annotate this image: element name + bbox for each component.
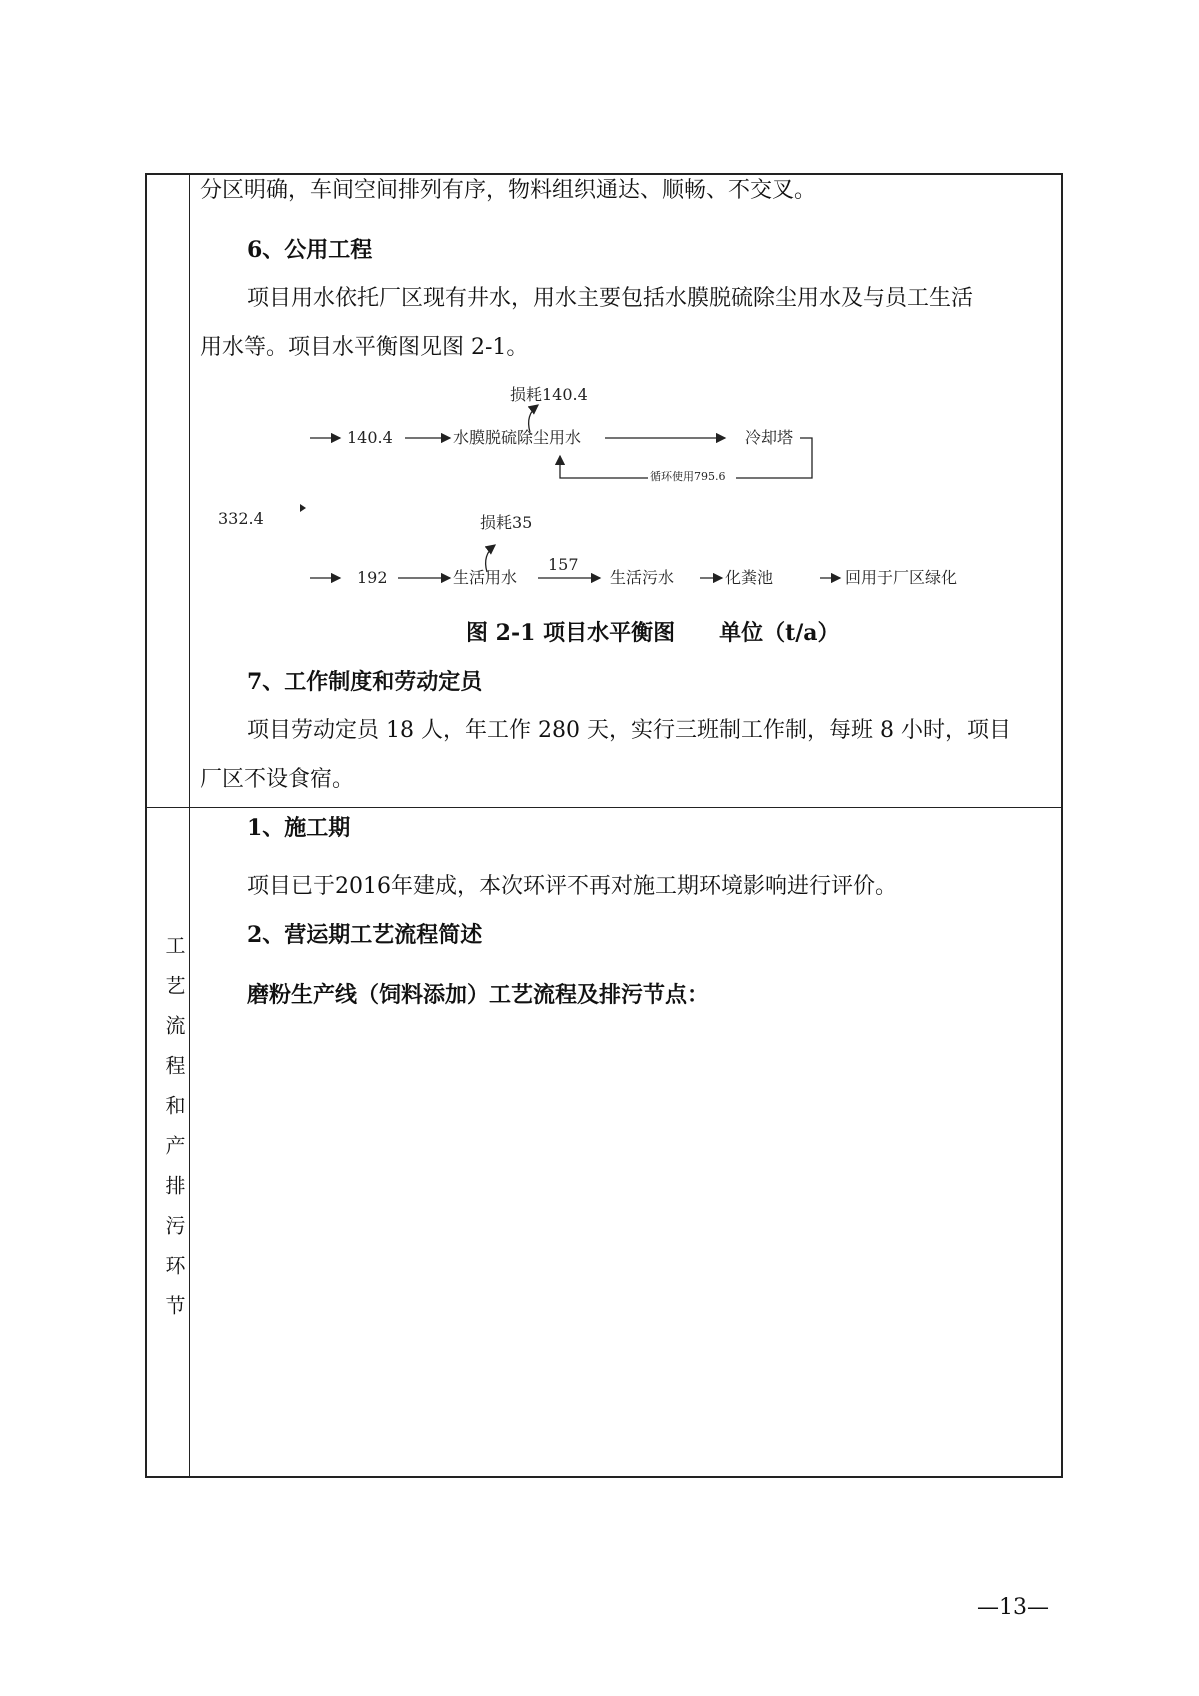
figure-caption: 图 2-1 项目水平衡图 单位（t/a） — [466, 620, 840, 646]
table-column-divider — [189, 175, 190, 1476]
row2-unit4: 回用于厂区绿化 — [845, 568, 958, 587]
row2-unit3: 化粪池 — [725, 568, 774, 587]
row2-unit1: 生活用水 — [453, 568, 518, 587]
row1-input-value: 140.4 — [347, 428, 393, 447]
section-2-heading: 2、营运期工艺流程简述 — [247, 922, 483, 948]
section-7-line-1: 项目劳动定员 18 人，年工作 280 天，实行三班制工作制，每班 8 小时，项目 — [247, 718, 1011, 743]
section-7-heading: 7、工作制度和劳动定员 — [247, 669, 483, 695]
water-balance-diagram — [200, 380, 1020, 595]
row1-unit2: 冷却塔 — [745, 428, 794, 447]
row2-unit2: 生活污水 — [610, 568, 675, 587]
paragraph-continued: 分区明确，车间空间排列有序，物料组织通达、顺畅、不交叉。 — [200, 178, 817, 203]
row2-loss: 损耗35 — [480, 513, 533, 532]
row-label-process: 工艺流程和产排污环节 — [162, 935, 186, 1335]
row2-flow-value: 157 — [548, 555, 579, 574]
row1-loss: 损耗140.4 — [510, 385, 588, 404]
table-row-divider — [147, 807, 1061, 808]
row2-input-value: 192 — [357, 568, 388, 587]
page-number: —13— — [977, 1595, 1049, 1620]
section-6-line-1: 项目用水依托厂区现有井水，用水主要包括水膜脱硫除尘用水及与员工生活 — [247, 286, 974, 311]
section-6-line-2: 用水等。项目水平衡图见图 2-1。 — [200, 335, 529, 360]
total-input-value: 332.4 — [218, 509, 264, 528]
section-6-heading: 6、公用工程 — [247, 237, 373, 263]
process-subheading: 磨粉生产线（饲料添加）工艺流程及排污节点： — [247, 982, 710, 1008]
section-1-text: 项目已于2016年建成，本次环评不再对施工期环境影响进行评价。 — [247, 874, 897, 899]
row1-unit1: 水膜脱硫除尘用水 — [453, 428, 582, 447]
recycle-label: 循环使用795.6 — [650, 470, 726, 483]
section-1-heading: 1、施工期 — [247, 815, 351, 841]
total-input-marker — [300, 504, 306, 512]
section-7-line-2: 厂区不设食宿。 — [200, 767, 355, 792]
